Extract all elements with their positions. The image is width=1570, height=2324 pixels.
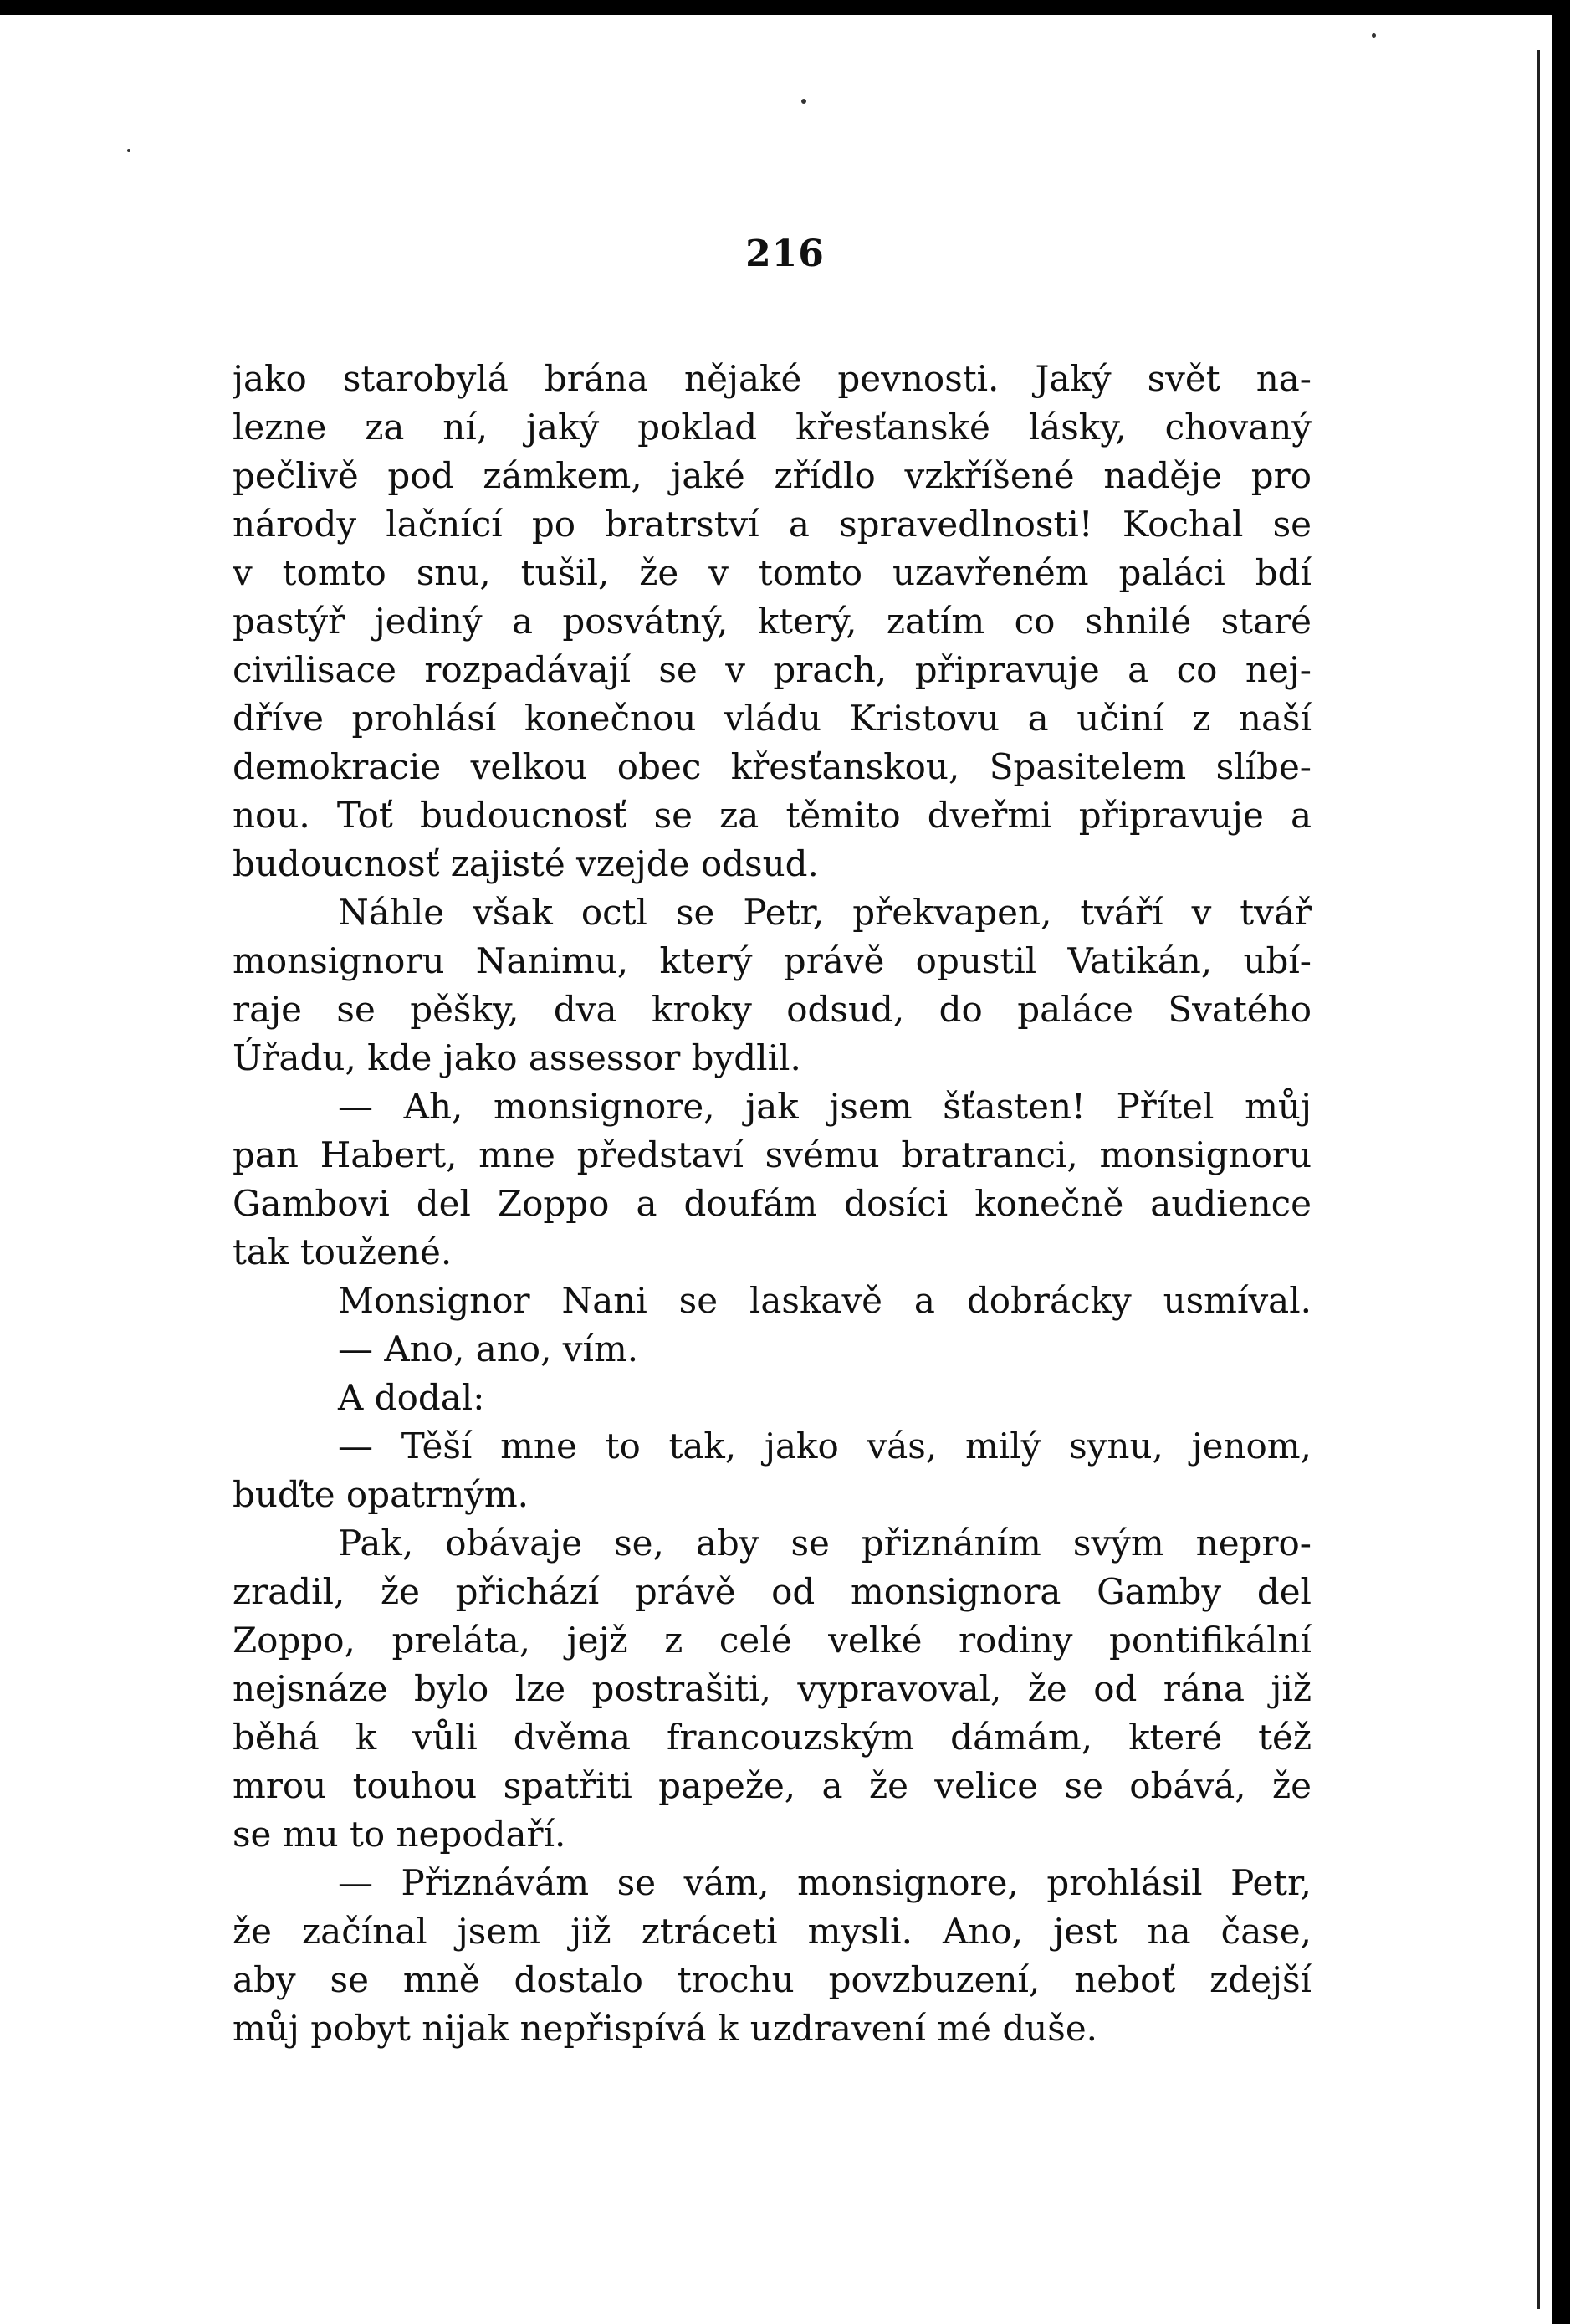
text-line: Náhle však octl se Petr, překvapen, tváří v tvář [338,892,1312,933]
text-line: demokracie velkou obec křesťanskou, Spasitelem slíbe- [233,746,1312,787]
text-line: pastýř jediný a posvátný, který, zatím co shnilé staré [233,601,1312,642]
text-line: národy lačnící po bratrství a spravedlnosti! Kochal se [233,504,1312,545]
text-line: tak toužené. [233,1231,453,1272]
text-line: buďte opatrným. [233,1474,529,1515]
text-line: můj pobyt nijak nepřispívá k uzdravení mé duše. [233,2008,1098,2049]
text-line: aby se mně dostalo trochu povzbuzení, neboť zdejší [233,1959,1312,2000]
text-line: zradil, že přichází právě od monsignora Gamby del [233,1571,1312,1612]
text-line: že začínal jsem již ztráceti mysli. Ano, jest na čase, [233,1911,1312,1952]
text-line: Monsignor Nani se laskavě a dobrácky usmíval. [338,1280,1312,1321]
text-line: A dodal: [338,1377,485,1418]
scan-shadow-line [1537,50,1540,2309]
text-line: — Ano, ano, vím. [338,1328,639,1369]
text-line: budoucnosť zajisté vzejde odsud. [233,843,819,884]
text-line: se mu to nepodaří. [233,1814,566,1855]
scan-speck [1372,33,1376,38]
text-line: Pak, obávaje se, aby se přiznáním svým nepro- [338,1523,1312,1564]
text-line: mrou touhou spatřiti papeže, a že velice se obává, že [233,1765,1312,1806]
text-line: v tomto snu, tušil, že v tomto uzavřeném paláci bdí [233,552,1312,593]
scan-speck [127,149,130,152]
scan-border-right [1552,0,1570,2324]
text-line: pan Habert, mne představí svému bratranci, monsignoru [233,1134,1312,1175]
text-line: Úřadu, kde jako assessor bydlil. [233,1037,801,1078]
text-line: běhá k vůli dvěma francouzským dámám, které též [233,1717,1312,1758]
text-line: jako starobylá brána nějaké pevnosti. Jaký svět na- [233,358,1312,399]
body-text [233,355,1312,2053]
page-number: 216 [745,233,825,275]
text-line: monsignoru Nanimu, který právě opustil Vatikán, ubí- [233,940,1312,981]
text-line: nejsnáze bylo lze postrašiti, vypravoval, že od rána již [233,1668,1312,1709]
text-line: civilisace rozpadávají se v prach, připravuje a co nej- [233,649,1312,690]
text-line: nou. Toť budoucnosť se za těmito dveřmi připravuje a [233,795,1312,836]
text-line: dříve prohlásí konečnou vládu Kristovu a učiní z naší [233,698,1312,739]
text-line: lezne za ní, jaký poklad křesťanské lásky, chovaný [233,407,1312,448]
text-line: raje se pěšky, dva kroky odsud, do paláce Svatého [233,989,1312,1030]
text-line: — Těší mne to tak, jako vás, milý synu, jenom, [338,1426,1312,1467]
text-line: pečlivě pod zámkem, jaké zřídlo vzkříšené naděje pro [233,455,1312,496]
text-line: — Přiznávám se vám, monsignore, prohlásil Petr, [338,1862,1312,1903]
scan-speck [801,99,806,104]
text-line: Zoppo, preláta, jejž z celé velké rodiny pontifikální [233,1620,1312,1661]
text-line: Gambovi del Zoppo a doufám dosíci konečně audience [233,1183,1312,1224]
scan-border-top [0,0,1570,15]
text-line: — Ah, monsignore, jak jsem šťasten! Přítel můj [338,1086,1312,1127]
